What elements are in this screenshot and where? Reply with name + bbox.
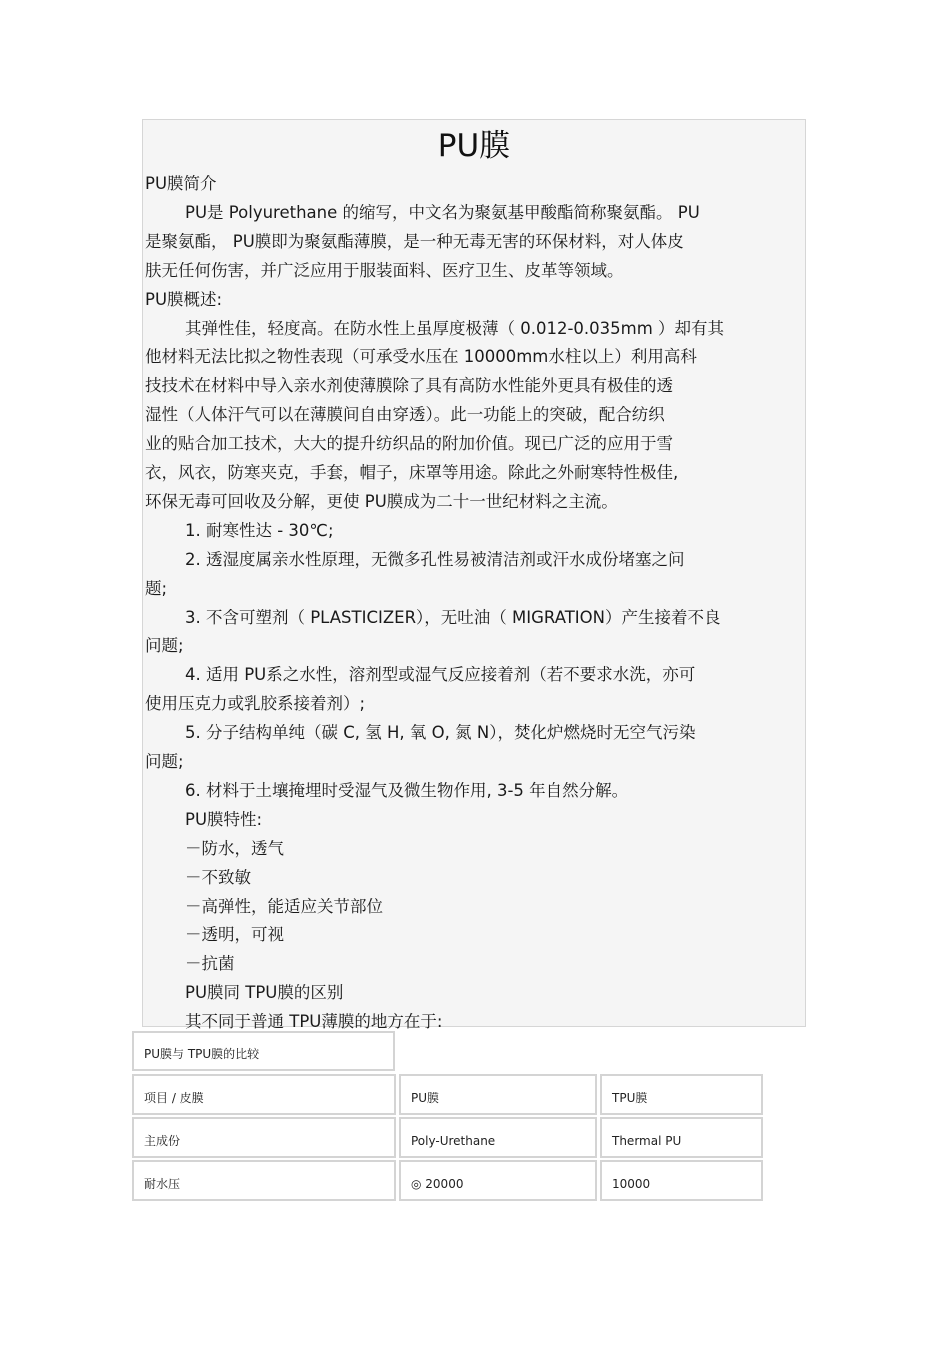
text-line: 其弹性佳，轻度高。在防水性上虽厚度极薄（ 0.012-0.035mm ）却有其 <box>185 318 725 338</box>
text-line: 题; <box>145 578 168 598</box>
table-cell: Thermal PU <box>600 1117 763 1158</box>
text-line: 是聚氨酯， PU膜即为聚氨酯薄膜，是一种无毒无害的环保材料，对人体皮 <box>145 231 684 251</box>
table-caption: PU膜与 TPU膜的比较 <box>132 1031 395 1071</box>
text-line: －不致敏 <box>185 867 251 887</box>
text-line: 6. 材料于土壤掩埋时受湿气及微生物作用, 3-5 年自然分解。 <box>185 780 629 800</box>
text-line: －透明，可视 <box>185 925 284 945</box>
text-line: －抗菌 <box>185 954 235 974</box>
text-line: 其不同于普通 TPU薄膜的地方在于: <box>185 1012 443 1032</box>
table-cell: 10000 <box>600 1160 763 1201</box>
table-cell: 耐水压 <box>132 1160 396 1201</box>
text-line: 环保无毒可回收及分解，更使 PU膜成为二十一世纪材料之主流。 <box>145 491 618 511</box>
table-cell: 主成份 <box>132 1117 396 1158</box>
text-line: PU膜特性: <box>185 809 263 829</box>
text-line: 2. 透湿度属亲水性原理，无微多孔性易被清洁剂或汗水成份堵塞之问 <box>185 549 685 569</box>
text-line: 3. 不含可塑剂（ PLASTICIZER），无吐油（ MIGRATION）产生接着不良 <box>185 607 721 627</box>
text-line: 问题; <box>145 752 184 771</box>
text-line: PU膜同 TPU膜的区别 <box>185 983 344 1003</box>
text-line: 问题; <box>145 636 184 656</box>
text-line: PU是 Polyurethane 的缩写，中文名为聚氨基甲酸酯简称聚氨酯。 PU <box>185 202 700 222</box>
text-line: 4. 适用 PU系之水性，溶剂型或湿气反应接着剂（若不要求水洗，亦可 <box>185 665 696 685</box>
text-line: 使用压克力或乳胶系接着剂）; <box>145 694 366 714</box>
text-line: 1. 耐寒性达 - 30℃; <box>185 520 334 540</box>
page-title: PU膜 <box>437 128 511 164</box>
text-line: 技技术在材料中导入亲水剂使薄膜除了具有高防水性能外更具有极佳的透 <box>145 376 673 396</box>
text-line: 肤无任何伤害，并广泛应用于服装面料、医疗卫生、皮革等领域。 <box>145 260 624 280</box>
text-line: 衣，风衣，防寒夹克，手套，帽子，床罩等用途。除此之外耐寒特性极佳, <box>145 463 679 482</box>
table-cell: Poly-Urethane <box>399 1117 597 1158</box>
table-header-cell: TPU膜 <box>600 1074 763 1115</box>
text-line: －高弹性，能适应关节部位 <box>185 896 383 916</box>
text-line: 业的贴合加工技术，大大的提升纺织品的附加价值。现已广泛的应用于雪 <box>145 434 673 454</box>
text-line: PU膜概述: <box>145 289 223 309</box>
table-header-cell: 项目 / 皮膜 <box>132 1074 396 1115</box>
text-line: 5. 分子结构单纯（碳 C, 氢 H, 氧 O, 氮 N），焚化炉燃烧时无空气污染 <box>185 723 696 743</box>
table-cell: ◎ 20000 <box>399 1160 597 1201</box>
text-line: 湿性（人体汗气可以在薄膜间自由穿透）。此一功能上的突破，配合纺织 <box>145 405 665 425</box>
text-line: 他材料无法比拟之物性表现（可承受水压在 10000mm水柱以上）利用高科 <box>145 347 697 367</box>
text-line: －防水，透气 <box>185 838 284 858</box>
text-line: PU膜简介 <box>145 174 217 193</box>
table-header-cell: PU膜 <box>399 1074 597 1115</box>
content-panel <box>142 119 806 1032</box>
